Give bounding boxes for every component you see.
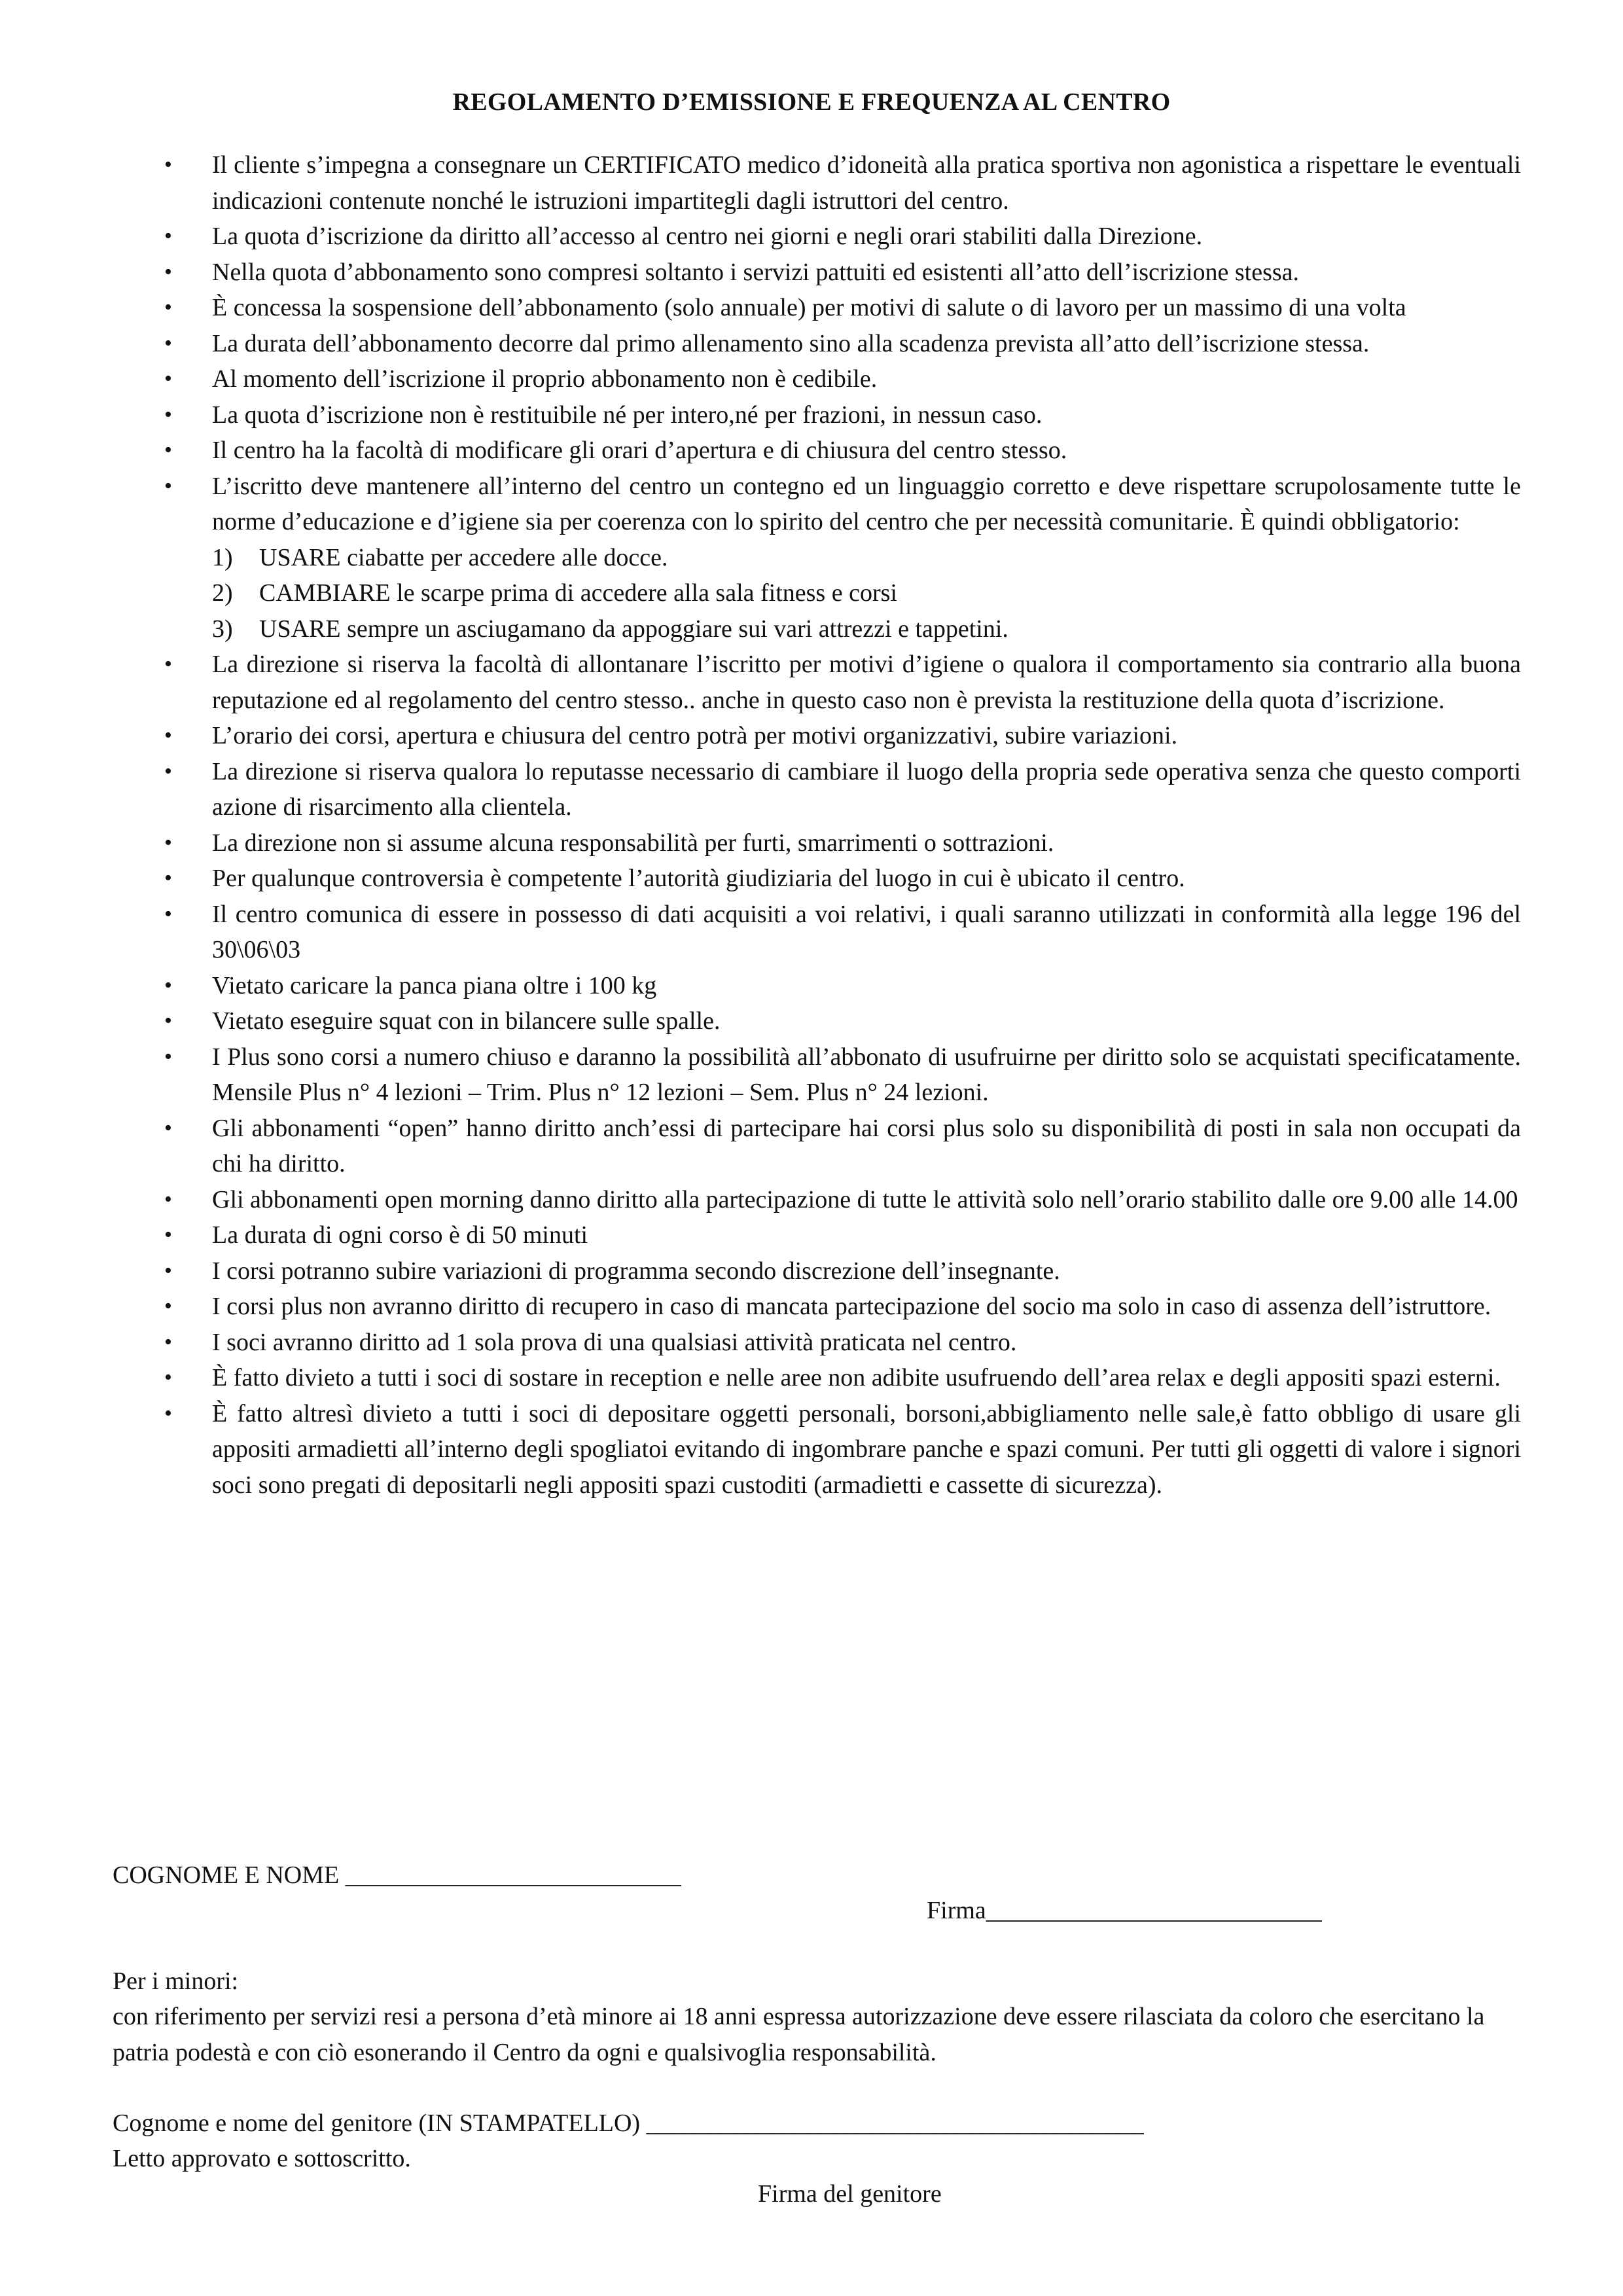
bullet-icon: •	[164, 402, 172, 427]
rule-text: L’iscritto deve mantenere all’interno del centro un contegno ed un linguaggio corretto e deve rispettare scrupolosamente tutte le norme d’educazione e d’igiene sia per coerenza con lo spirito del centro che per necessità comunitarie. È quindi obbligatorio:	[212, 472, 1521, 535]
obligation-text: USARE sempre un asciugamano da appoggiare sui vari attrezzi e tappetini.	[259, 615, 1008, 643]
rule-text: L’orario dei corsi, apertura e chiusura del centro potrà per motivi organizzativi, subire variazioni.	[212, 722, 1178, 749]
rule-text: Il centro comunica di essere in possesso di dati acquisiti a voi relativi, i quali saranno utilizzati in conformità alla legge 196 del 30\06\03	[212, 900, 1521, 963]
bullet-icon: •	[164, 1009, 172, 1033]
rule-text: La direzione si riserva la facoltà di allontanare l’iscritto per motivi d’igiene o qualora il comportamento sia contrario alla buona reputazione ed al regolamento del centro stesso.. anche in questo caso non è prevista la restituzione della quota d’iscrizione.	[212, 651, 1521, 714]
rule-text: I corsi plus non avranno diritto di recupero in caso di mancata partecipazione del socio ma solo in caso di assenza dell’istruttore.	[212, 1293, 1491, 1320]
bullet-icon: •	[164, 1329, 172, 1354]
rule-text: Per qualunque controversia è competente l’autorità giudiziaria del luogo in cui è ubicato il centro.	[212, 865, 1185, 892]
bullet-icon: •	[164, 1401, 172, 1426]
obligation-item	[212, 540, 1521, 576]
bullet-icon: •	[164, 438, 172, 462]
rule-text: Nella quota d’abbonamento sono compresi soltanto i servizi pattuiti ed esistenti all’atto dell’iscrizione stessa.	[212, 258, 1300, 286]
bullet-icon: •	[164, 259, 172, 284]
bullet-icon: •	[164, 1294, 172, 1318]
rules-list	[162, 147, 1521, 1503]
rule-text: La durata dell’abbonamento decorre dal primo allenamento sino alla scadenza prevista all’atto dell’iscrizione stessa.	[212, 329, 1370, 357]
bullet-icon: •	[164, 1365, 172, 1390]
rule-item	[162, 361, 1521, 397]
bullet-icon: •	[164, 367, 172, 391]
rule-text: La direzione non si assume alcuna responsabilità per furti, smarrimenti o sottrazioni.	[212, 829, 1054, 857]
obligation-text: CAMBIARE le scarpe prima di accedere alla sala fitness e corsi	[259, 579, 897, 607]
cognome-nome-field[interactable]: COGNOME E NOME ___________________________	[113, 1861, 681, 1889]
rule-item	[162, 861, 1521, 897]
bullet-icon: •	[164, 473, 172, 498]
obligations-list	[212, 540, 1521, 647]
bullet-icon: •	[164, 901, 172, 926]
rule-item	[162, 326, 1521, 362]
bullet-icon: •	[164, 331, 172, 355]
rule-item	[162, 1111, 1521, 1182]
rule-text: Al momento dell’iscrizione il proprio abbonamento non è cedibile.	[212, 365, 878, 393]
firma-field[interactable]: Firma___________________________	[927, 1897, 1322, 1924]
rule-text: I corsi potranno subire variazioni di programma secondo discrezione dell’insegnante.	[212, 1257, 1060, 1285]
bullet-icon: •	[164, 1115, 172, 1140]
bullet-icon: •	[164, 830, 172, 855]
bullet-icon: •	[164, 224, 172, 248]
genitore-name-field[interactable]: Cognome e nome del genitore (IN STAMPATELLO) ________________________________________	[113, 2109, 1144, 2137]
bullet-icon: •	[164, 295, 172, 319]
rule-text: È concessa la sospensione dell’abbonamento (solo annuale) per motivi di salute o di lavoro per un massimo di una volta	[212, 294, 1406, 321]
rule-item	[162, 397, 1521, 433]
rule-item	[162, 647, 1521, 718]
rule-text: La quota d’iscrizione da diritto all’accesso al centro nei giorni e negli orari stabiliti dalla Direzione.	[212, 223, 1203, 250]
bullet-icon: •	[164, 723, 172, 747]
rule-text: Il cliente s’impegna a consegnare un CERTIFICATO medico d’idoneità alla pratica sportiva non agonistica a rispettare le eventuali indicazioni contenute nonché le istruzioni impartitegli dagli istruttori del centro.	[212, 151, 1521, 215]
rule-item	[162, 968, 1521, 1004]
obligation-number: 3)	[212, 615, 233, 643]
rule-item	[162, 1325, 1521, 1361]
firma-genitore-label: Firma del genitore	[758, 2180, 942, 2208]
rule-item	[162, 754, 1521, 825]
rule-item	[162, 219, 1521, 255]
rule-item	[162, 147, 1521, 219]
bullet-icon: •	[164, 152, 172, 177]
rule-item	[162, 897, 1521, 968]
rule-item	[162, 1217, 1521, 1253]
rule-item	[162, 825, 1521, 861]
rule-text: Il centro ha la facoltà di modificare gli orari d’apertura e di chiusura del centro stesso.	[212, 437, 1067, 464]
rule-item	[162, 469, 1521, 647]
bullet-icon: •	[164, 652, 172, 676]
minori-text: con riferimento per servizi resi a persona d’età minore ai 18 anni espressa autorizzazione deve essere rilasciata da coloro che esercitano la patria podestà e con ciò esonerando il Centro da ogni e qualsivoglia responsabilità.	[113, 2003, 1485, 2066]
obligation-item	[212, 611, 1521, 647]
rule-item	[162, 1396, 1521, 1503]
bullet-icon: •	[164, 866, 172, 890]
obligation-text: USARE ciabatte per accedere alle docce.	[259, 543, 668, 571]
rule-item	[162, 1039, 1521, 1111]
bullet-icon: •	[164, 1187, 172, 1211]
rule-item	[162, 433, 1521, 469]
minori-heading: Per i minori:	[113, 1967, 239, 1995]
rule-item	[162, 290, 1521, 326]
bullet-icon: •	[164, 1258, 172, 1283]
bullet-icon: •	[164, 759, 172, 783]
rule-text: Gli abbonamenti open morning danno diritto alla partecipazione di tutte le attività solo nell’orario stabilito dalle ore 9.00 alle 14.00	[212, 1185, 1518, 1213]
rule-item	[162, 255, 1521, 291]
rule-text: La direzione si riserva qualora lo reputasse necessario di cambiare il luogo della propria sede operativa senza che questo comporti azione di risarcimento alla clientela.	[212, 757, 1521, 821]
bullet-icon: •	[164, 1223, 172, 1247]
letto-approvato-text: Letto approvato e sottoscritto.	[113, 2145, 411, 2172]
rule-text: Vietato caricare la panca piana oltre i 100 kg	[212, 971, 657, 999]
rule-item	[162, 1182, 1521, 1218]
bullet-icon: •	[164, 973, 172, 997]
rule-text: La durata di ogni corso è di 50 minuti	[212, 1221, 588, 1249]
rule-item	[162, 1289, 1521, 1325]
rule-text: I soci avranno diritto ad 1 sola prova di una qualsiasi attività praticata nel centro.	[212, 1328, 1017, 1356]
rule-text: La quota d’iscrizione non è restituibile né per intero,né per frazioni, in nessun caso.	[212, 401, 1043, 429]
obligation-item	[212, 575, 1521, 611]
rule-item	[162, 718, 1521, 754]
obligation-number: 1)	[212, 543, 233, 571]
rule-text: I Plus sono corsi a numero chiuso e daranno la possibilità all’abbonato di usufruirne per diritto solo se acquistati specificatamente. Mensile Plus n° 4 lezioni – Trim. Plus n° 12 lezioni – Sem. Plus n° 24 lezioni.	[212, 1043, 1521, 1106]
rule-text: Vietato eseguire squat con in bilancere sulle spalle.	[212, 1007, 721, 1035]
rule-item	[162, 1360, 1521, 1396]
bullet-icon: •	[164, 1044, 172, 1069]
document-title: REGOLAMENTO D’EMISSIONE E FREQUENZA AL CENTRO	[452, 88, 1171, 116]
rule-text: Gli abbonamenti “open” hanno diritto anch’essi di partecipare hai corsi plus solo su disponibilità di posti in sala non occupati da chi ha diritto.	[212, 1114, 1521, 1177]
obligation-number: 2)	[212, 579, 233, 607]
rule-item	[162, 1253, 1521, 1289]
rule-text: È fatto altresì divieto a tutti i soci di depositare oggetti personali, borsoni,abbigliamento nelle sale,è fatto obbligo di usare gli appositi armadietti all’interno degli spogliatoi evitando di ingombrare panche e spazi comuni. Per tutti gli oggetti di valore i signori soci sono pregati di depositarli negli appositi spazi custoditi (armadietti e cassette di sicurezza).	[212, 1399, 1521, 1499]
rule-text: È fatto divieto a tutti i soci di sostare in reception e nelle aree non adibite usufruendo dell’area relax e degli appositi spazi esterni.	[212, 1364, 1501, 1391]
rule-item	[162, 1003, 1521, 1039]
